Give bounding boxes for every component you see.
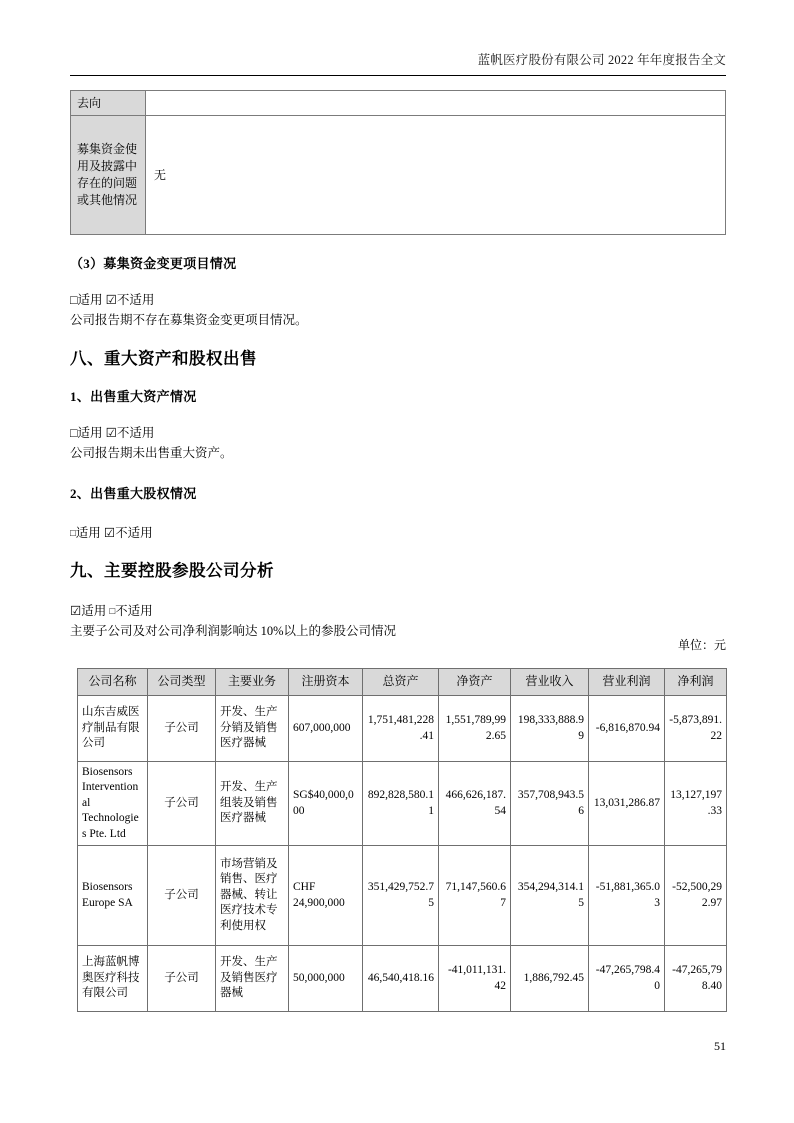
header-divider-rule bbox=[70, 75, 726, 76]
col-header-revenue: 营业收入 bbox=[511, 669, 589, 696]
cell-total-assets: 351,429,752.75 bbox=[363, 846, 439, 946]
cell-main-business: 开发、生产组装及销售医疗器械 bbox=[216, 762, 289, 846]
section-8-2-heading: 2、出售重大股权情况 bbox=[70, 486, 197, 501]
cell-registered-capital: 50,000,000 bbox=[289, 946, 363, 1012]
cell-net-profit: 13,127,197.33 bbox=[665, 762, 727, 846]
fund-row-label: 去向 bbox=[71, 91, 146, 116]
cell-net-profit: -52,500,292.97 bbox=[665, 846, 727, 946]
fund-row-label: 募集资金使用及披露中存在的问题或其他情况 bbox=[71, 116, 146, 235]
checked-box-label: ☑适用 bbox=[70, 604, 107, 618]
cell-revenue: 357,708,943.56 bbox=[511, 762, 589, 846]
cell-net-assets: 71,147,560.67 bbox=[439, 846, 511, 946]
cell-total-assets: 46,540,418.16 bbox=[363, 946, 439, 1012]
col-header-total-assets: 总资产 bbox=[363, 669, 439, 696]
cell-company-type: 子公司 bbox=[148, 762, 216, 846]
section-3-applicability: □适用 ☑不适用 bbox=[70, 293, 155, 307]
col-header-company-type: 公司类型 bbox=[148, 669, 216, 696]
table-row bbox=[71, 91, 726, 116]
section-8-1-heading: 1、出售重大资产情况 bbox=[70, 389, 197, 404]
cell-main-business: 市场营销及销售、医疗器械、转让医疗技术专利使用权 bbox=[216, 846, 289, 946]
table-row bbox=[78, 946, 727, 1012]
cell-revenue: 198,333,888.99 bbox=[511, 696, 589, 762]
cell-total-assets: 1,751,481,228.41 bbox=[363, 696, 439, 762]
cell-company-name: 上海蓝帆博奥医疗科技有限公司 bbox=[78, 946, 148, 1012]
cell-main-business: 开发、生产及销售医疗器械 bbox=[216, 946, 289, 1012]
page-running-header: 蓝帆医疗股份有限公司 2022 年年度报告全文 bbox=[477, 53, 726, 67]
unchecked-box-icon: □ bbox=[109, 607, 116, 617]
cell-operating-profit: -6,816,870.94 bbox=[589, 696, 665, 762]
not-applicable-label: 不适用 bbox=[115, 604, 153, 618]
section-9-applicability bbox=[70, 602, 153, 622]
cell-company-type: 子公司 bbox=[148, 846, 216, 946]
fund-row-value: 无 bbox=[146, 116, 726, 235]
cell-operating-profit: -51,881,365.03 bbox=[589, 846, 665, 946]
unchecked-box-icon: □ bbox=[70, 529, 76, 539]
section-8-heading: 八、重大资产和股权出售 bbox=[70, 349, 257, 368]
fundraising-disclosure-table bbox=[70, 90, 726, 235]
cell-net-assets: -41,011,131.42 bbox=[439, 946, 511, 1012]
cell-operating-profit: -47,265,798.40 bbox=[589, 946, 665, 1012]
section-8-1-body: 公司报告期未出售重大资产。 bbox=[70, 446, 233, 460]
cell-revenue: 354,294,314.15 bbox=[511, 846, 589, 946]
applicable-label: 适用 bbox=[75, 526, 101, 540]
section-8-1-applicability: □适用 ☑不适用 bbox=[70, 426, 155, 440]
section-9-body: 主要子公司及对公司净利润影响达 10%以上的参股公司情况 bbox=[70, 624, 397, 638]
cell-registered-capital: SG$40,000,000 bbox=[289, 762, 363, 846]
section-8-2-applicability bbox=[70, 524, 153, 544]
section-9-heading: 九、主要控股参股公司分析 bbox=[70, 561, 274, 580]
table-row bbox=[78, 762, 727, 846]
cell-registered-capital: CHF 24,900,000 bbox=[289, 846, 363, 946]
cell-net-profit: -5,873,891.22 bbox=[665, 696, 727, 762]
cell-company-type: 子公司 bbox=[148, 946, 216, 1012]
table-row bbox=[78, 696, 727, 762]
col-header-company-name: 公司名称 bbox=[78, 669, 148, 696]
page-number: 51 bbox=[714, 1039, 726, 1053]
cell-revenue: 1,886,792.45 bbox=[511, 946, 589, 1012]
table-unit-label: 单位：元 bbox=[677, 638, 726, 652]
col-header-operating-profit: 营业利润 bbox=[589, 669, 665, 696]
col-header-net-assets: 净资产 bbox=[439, 669, 511, 696]
cell-operating-profit: 13,031,286.87 bbox=[589, 762, 665, 846]
cell-company-name: 山东吉威医疗制品有限公司 bbox=[78, 696, 148, 762]
cell-company-type: 子公司 bbox=[148, 696, 216, 762]
cell-total-assets: 892,828,580.11 bbox=[363, 762, 439, 846]
table-header-row bbox=[78, 669, 727, 696]
subsidiary-analysis-table bbox=[77, 668, 727, 1012]
section-3-heading: （3）募集资金变更项目情况 bbox=[70, 256, 237, 271]
cell-registered-capital: 607,000,000 bbox=[289, 696, 363, 762]
table-row bbox=[71, 116, 726, 235]
table-row bbox=[78, 846, 727, 946]
col-header-registered-capital: 注册资本 bbox=[289, 669, 363, 696]
fund-row-value bbox=[146, 91, 726, 116]
section-3-body: 公司报告期不存在募集资金变更项目情况。 bbox=[70, 313, 308, 327]
cell-net-assets: 1,551,789,992.65 bbox=[439, 696, 511, 762]
col-header-main-business: 主要业务 bbox=[216, 669, 289, 696]
cell-net-assets: 466,626,187.54 bbox=[439, 762, 511, 846]
cell-company-name: Biosensors Interventional Technologies Pte. Ltd bbox=[78, 762, 148, 846]
col-header-net-profit: 净利润 bbox=[665, 669, 727, 696]
not-applicable-label: ☑不适用 bbox=[103, 526, 153, 540]
cell-company-name: Biosensors Europe SA bbox=[78, 846, 148, 946]
cell-net-profit: -47,265,798.40 bbox=[665, 946, 727, 1012]
cell-main-business: 开发、生产分销及销售医疗器械 bbox=[216, 696, 289, 762]
